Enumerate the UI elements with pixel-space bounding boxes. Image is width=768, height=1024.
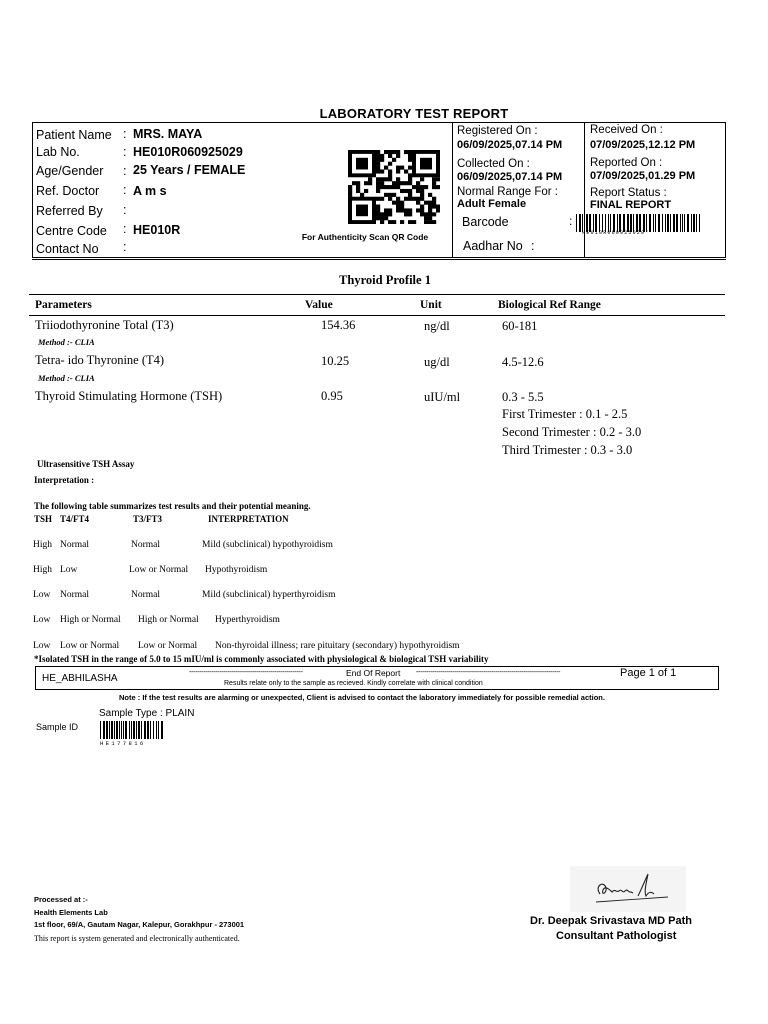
registered-label: Registered On : [457, 125, 538, 137]
test-name: Tetra- ido Thyronine (T4) [35, 353, 165, 367]
colon: : [123, 145, 127, 159]
colon: : [123, 240, 127, 254]
assay-note: Ultrasensitive TSH Assay [37, 459, 135, 469]
range-third-trimester: Third Trimester : 0.3 - 3.0 [502, 443, 633, 457]
ref-doctor-value: A m s [133, 184, 167, 198]
aadhar-label: Aadhar No [463, 239, 523, 253]
doctor-signature [570, 866, 686, 912]
interp-meaning: Mild (subclinical) hyperthyroidism [202, 590, 336, 600]
table-top-rule [29, 294, 725, 295]
patient-name-label: Patient Name [36, 128, 112, 142]
reported-value: 07/09/2025,01.29 PM [590, 170, 696, 182]
interp-tsh: High [33, 540, 52, 550]
interp-meaning: Hypothyroidism [205, 565, 268, 575]
patient-name-value: MRS. MAYA [133, 127, 203, 141]
test-range: 0.3 - 5.5 [502, 390, 544, 404]
collected-value: 06/09/2025,07.14 PM [457, 171, 563, 183]
age-gender-label: Age/Gender [36, 164, 104, 178]
doctor-title: Consultant Pathologist [556, 930, 677, 942]
processed-at-label: Processed at :- [34, 895, 88, 904]
generated-note: This report is system generated and electronically authenticated. [34, 934, 240, 943]
lab-no-label: Lab No. [36, 145, 80, 159]
test-range: 4.5-12.6 [502, 355, 544, 369]
test-name: Thyroid Stimulating Hormone (TSH) [35, 389, 223, 403]
test-value: 154.36 [321, 318, 356, 332]
barcode-colon: : [569, 214, 573, 228]
test-value: 0.95 [321, 389, 343, 403]
normal-range-label: Normal Range For : [457, 186, 558, 198]
test-method: Method :- CLIA [38, 373, 95, 383]
end-of-report: End Of Report [346, 668, 401, 678]
page-number: Page 1 of 1 [620, 667, 677, 679]
received-value: 07/09/2025,12.12 PM [590, 139, 696, 151]
sample-barcode-text: HE177816 [100, 740, 146, 747]
colon: : [123, 164, 127, 178]
test-value: 10.25 [321, 354, 350, 368]
report-title: LABORATORY TEST REPORT [319, 106, 509, 121]
test-method: Method :- CLIA [38, 337, 95, 347]
alarm-note: Note : If the test results are alarming or unexpected, Client is advised to contact the laboratory immediately for possible remedial action. [119, 693, 605, 702]
ref-doctor-label: Ref. Doctor [36, 184, 100, 198]
interp-tsh: High [33, 565, 52, 575]
end-dashes-left: -------------------------------------------------------- [189, 669, 303, 676]
lab-no-value: HE010R060925029 [133, 145, 243, 159]
colon: : [123, 183, 127, 197]
interp-t3: Normal [131, 590, 161, 600]
qr-caption: For Authenticity Scan QR Code [301, 232, 429, 242]
aadhar-colon: : [531, 239, 535, 253]
interp-header-t3: T3/FT3 [133, 514, 163, 524]
registered-value: 06/09/2025,07.14 PM [457, 139, 563, 151]
table-intro: The following table summarizes test results and their potential meaning. [34, 501, 311, 511]
colon: : [123, 127, 127, 141]
interp-tsh: Low [33, 641, 51, 651]
interp-t3: Low or Normal [129, 565, 189, 575]
table-header-rule [29, 315, 725, 316]
interpretation-label: Interpretation : [34, 475, 95, 485]
normal-range-value: Adult Female [457, 198, 527, 210]
interp-tsh: Low [33, 615, 51, 625]
sample-type: Sample Type : PLAIN [99, 708, 195, 719]
test-unit: ng/dl [424, 319, 450, 333]
interp-t4: Low [60, 565, 78, 575]
header-underline [32, 259, 726, 260]
test-range: 60-181 [502, 319, 538, 333]
profile-title: Thyroid Profile 1 [339, 273, 431, 287]
collected-label: Collected On : [457, 158, 530, 170]
interp-t4: Normal [60, 590, 90, 600]
interp-t3: High or Normal [138, 615, 199, 625]
interp-header-tsh: TSH [34, 514, 53, 524]
centre-code-label: Centre Code [36, 224, 107, 238]
age-gender-value: 25 Years / FEMALE [133, 163, 246, 177]
col-header-parameters: Parameters [35, 299, 92, 311]
reported-label: Reported On : [590, 157, 663, 169]
operator-name: HE_ABHILASHA [42, 673, 118, 684]
report-status-label: Report Status : [590, 187, 667, 199]
interp-t3: Low or Normal [138, 641, 198, 651]
colon: : [123, 203, 127, 217]
interp-meaning: Mild (subclinical) hypothyroidism [202, 540, 333, 550]
doctor-name: Dr. Deepak Srivastava MD Path [530, 915, 693, 927]
colon: : [123, 222, 127, 236]
sample-id-label: Sample ID [36, 722, 79, 732]
interp-t4: Normal [60, 540, 90, 550]
isolated-tsh-note: *Isolated TSH in the range of 5.0 to 15 mIU/ml is commonly associated with physiological & biological TSH variability [34, 654, 489, 664]
results-note: Results relate only to the sample as recieved. Kindly correlate with clinical condition [224, 680, 483, 687]
col-header-range: Biological Ref Range [498, 299, 601, 311]
report-status-value: FINAL REPORT [590, 199, 672, 211]
barcode-label: Barcode [462, 215, 509, 229]
test-unit: ug/dl [424, 355, 450, 369]
contact-no-label: Contact No [36, 242, 99, 256]
received-label: Received On : [590, 124, 663, 136]
interp-meaning: Non-thyroidal illness; rare pituitary (secondary) hypothyroidism [215, 641, 460, 651]
interp-t4: High or Normal [60, 615, 121, 625]
centre-code-value: HE010R [133, 223, 181, 237]
interp-header-interpretation: INTERPRETATION [208, 514, 289, 524]
referred-by-label: Referred By [36, 204, 103, 218]
test-name: Triiodothyronine Total (T3) [35, 318, 174, 332]
col-header-value: Value [305, 299, 333, 311]
interp-meaning: Hyperthyroidism [215, 615, 280, 625]
range-second-trimester: Second Trimester : 0.2 - 3.0 [502, 425, 642, 439]
interp-t4: Low or Normal [60, 641, 120, 651]
col-header-unit: Unit [420, 299, 442, 311]
interp-t3: Normal [131, 540, 161, 550]
interp-tsh: Low [33, 590, 51, 600]
interp-header-t4: T4/FT4 [60, 514, 90, 524]
barcode-text: *HE010R060925029* [578, 230, 650, 236]
range-first-trimester: First Trimester : 0.1 - 2.5 [502, 407, 628, 421]
test-unit: uIU/ml [424, 390, 461, 404]
end-dashes-right: ----------------------------------------------------------------------- [416, 669, 561, 676]
qr-code [348, 150, 440, 224]
lab-address: 1st floor, 69/A, Gautam Nagar, Kalepur, Gorakhpur - 273001 [34, 920, 245, 929]
lab-name: Health Elements Lab [34, 908, 108, 917]
